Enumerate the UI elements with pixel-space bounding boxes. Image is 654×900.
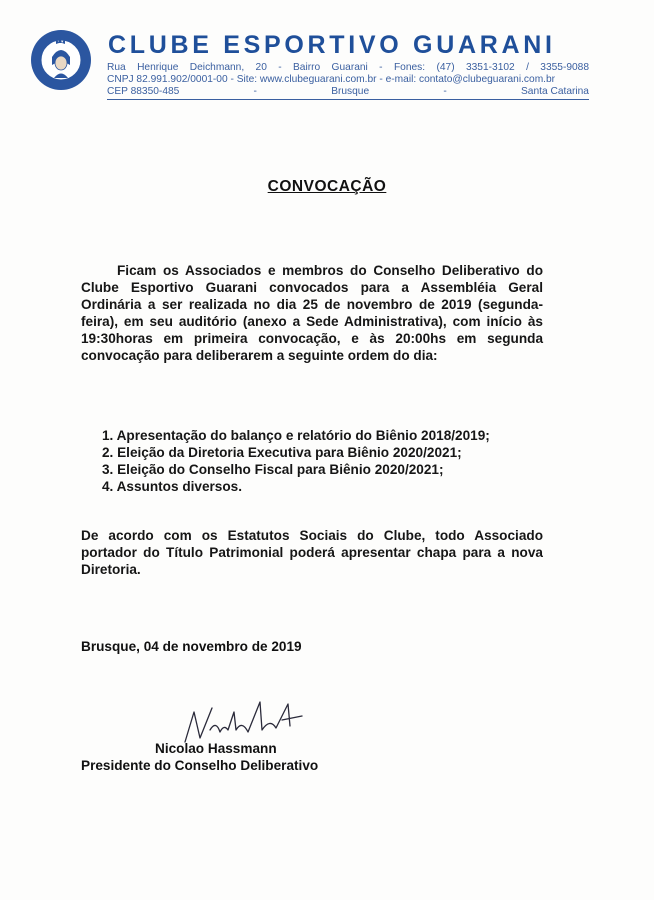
signer-role: Presidente do Conselho Deliberativo bbox=[81, 758, 319, 773]
statutes-paragraph: De acordo com os Estatutos Sociais do Clube, todo Associado portador do Título Patrimonial poderá apresentar chapa para a nova Diretoria. bbox=[81, 528, 543, 577]
document-heading: CONVOCAÇÃO bbox=[267, 178, 387, 195]
intro-paragraph: Ficam os Associados e membros do Conselho Deliberativo do Clube Esportivo Guarani convocados para a Assembléia Geral Ordinária a ser realizada no dia 25 de novembro de 2019 (segunda-feira), em seu auditório (anexo a Sede Administrativa), com início às 19:30horas em primeira convocação, e às 20:00hs em segunda convocação para deliberarem a seguinte ordem do dia: bbox=[81, 263, 543, 363]
address-line: Rua Henrique Deichmann, 20 - Bairro Guarani - Fones: (47) 3351-3102 / 3355-9088 bbox=[107, 62, 589, 73]
agenda-item: 3. Eleição do Conselho Fiscal para Biênio 2020/2021; bbox=[102, 462, 444, 477]
city-text: Brusque bbox=[331, 86, 370, 97]
dateline: Brusque, 04 de novembro de 2019 bbox=[81, 639, 302, 654]
separator: - bbox=[253, 86, 257, 97]
cep-text: CEP 88350-485 bbox=[107, 86, 180, 97]
state-text: Santa Catarina bbox=[521, 86, 589, 97]
letterhead bbox=[0, 0, 654, 110]
signer-name: Nicolao Hassmann bbox=[155, 741, 277, 756]
separator: - bbox=[443, 86, 447, 97]
club-seal-logo bbox=[30, 29, 92, 91]
club-name: CLUBE ESPORTIVO GUARANI bbox=[108, 31, 556, 59]
agenda-item: 4. Assuntos diversos. bbox=[102, 479, 243, 494]
agenda-item: 2. Eleição da Diretoria Executiva para Biênio 2020/2021; bbox=[102, 445, 462, 460]
location-line bbox=[107, 86, 589, 98]
agenda-item: 1. Apresentação do balanço e relatório do Biênio 2018/2019; bbox=[102, 428, 490, 443]
agenda-list bbox=[102, 427, 490, 495]
contact-line: CNPJ 82.991.902/0001-00 - Site: www.clubeguarani.com.br - e-mail: contato@clubeguarani.com.br bbox=[107, 74, 556, 85]
header-divider bbox=[107, 99, 589, 100]
